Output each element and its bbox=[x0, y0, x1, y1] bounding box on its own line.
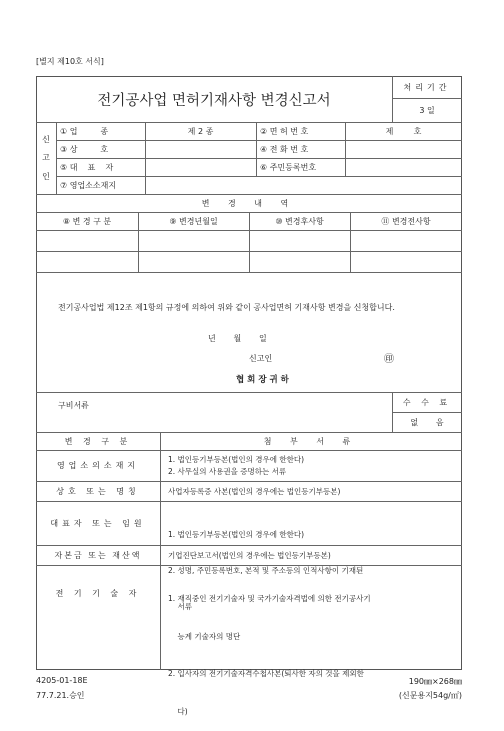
applicant-side-label: 신 고 인 bbox=[42, 134, 50, 182]
attach-row-docs: 사업자등록증 사본(법인의 경우에는 법인등기부등본) bbox=[168, 486, 341, 496]
attach-header-type: 변 경 구 분 bbox=[64, 436, 132, 446]
statement-date: 년 월 일 bbox=[208, 334, 267, 343]
field-label-business-type: ① 업 종 bbox=[60, 126, 109, 136]
attach-row-type: 전 기 기 술 자 bbox=[55, 588, 141, 598]
form-code: 4205-01-18E bbox=[36, 676, 88, 685]
attach-row-type: 자본금 또는 재산액 bbox=[54, 550, 142, 560]
field-representative[interactable] bbox=[145, 158, 256, 176]
processing-period-value: 3 일 bbox=[419, 105, 435, 115]
attach-header-docs: 첨 부 서 류 bbox=[263, 436, 359, 446]
attach-row-type: 영업소의소재지 bbox=[56, 461, 140, 470]
field-label-trade-name: ③ 상 호 bbox=[60, 144, 109, 154]
form-label: [별지 제10호 서식] bbox=[36, 57, 104, 66]
attach-row-type: 대표자 또는 임원 bbox=[50, 518, 146, 528]
field-phone[interactable] bbox=[345, 140, 462, 158]
attach-row-docs: 1. 법인등기부등본(법인의 경우에 한한다) 2. 사무실의 사용권을 증명하는 서류 bbox=[168, 455, 305, 476]
paper-spec: (신문용지54g/㎡) bbox=[398, 691, 462, 700]
field-resident-no[interactable] bbox=[345, 158, 462, 176]
statement-text: 전기공사업법 제12조 제1항의 규정에 의하여 위와 같이 공사업면허 기재사항 변경을 신청합니다. bbox=[58, 303, 395, 312]
statement-recipient: 협 회 장 귀 하 bbox=[236, 375, 289, 385]
paper-size: 190㎜×268㎜ bbox=[408, 677, 462, 686]
attach-row-docs: 1. 재직중인 전기기술자 및 국가기술자격법에 의한 전기공사기 능계 기술자의 명단 2. 입사자의 전기기술자격수첩사본(퇴사한 자의 것을 제외한 다) bbox=[168, 594, 371, 716]
column-change-type: ⑧ 변 경 구 분 bbox=[62, 216, 112, 226]
seal-mark: ㊞ bbox=[384, 354, 394, 365]
field-label-resident-no: ⑥ 주민등록번호 bbox=[260, 162, 317, 172]
approval-date: 77.7.21.승인 bbox=[36, 691, 85, 700]
change-section-title: 변 경 내 역 bbox=[201, 198, 297, 208]
field-label-representative: ⑤ 대 표 자 bbox=[60, 162, 114, 172]
attach-row-type: 상호 또는 명칭 bbox=[56, 486, 140, 496]
field-label-phone: ④ 전 화 번 호 bbox=[260, 144, 309, 154]
processing-period-label: 처리기간 bbox=[403, 82, 451, 92]
field-license-no[interactable]: 제 호 bbox=[385, 126, 422, 136]
field-label-office-address: ⑦ 영업소소재지 bbox=[60, 180, 117, 190]
column-change-date: ⑨ 변경년월일 bbox=[169, 216, 218, 226]
docs-label: 구비서류 bbox=[58, 400, 89, 410]
field-label-license-no: ② 면 허 번 호 bbox=[260, 126, 309, 136]
statement-applicant: 신고인 bbox=[249, 354, 273, 363]
field-business-type[interactable]: 제 2 종 bbox=[187, 126, 214, 136]
column-before-change: ⑪ 변경전사항 bbox=[381, 216, 431, 226]
fee-value: 없 음 bbox=[410, 417, 444, 427]
column-after-change: ⑩ 변경후사항 bbox=[275, 216, 324, 226]
form-title: 전기공사업 면허기재사항 변경신고서 bbox=[97, 92, 331, 109]
field-office-address[interactable] bbox=[145, 176, 462, 194]
attach-row-docs: 1. 법인등기부등본(법인의 경우에 한한다) 2. 성명, 주민등록번호, 본적 및 주소등의 인적사항이 기재된 서류 bbox=[168, 530, 364, 611]
field-trade-name[interactable] bbox=[145, 140, 256, 158]
attach-row-docs: 기업진단보고서(법인의 경우에는 법인등기부등본) bbox=[168, 550, 331, 560]
fee-label: 수 수 료 bbox=[402, 397, 452, 407]
